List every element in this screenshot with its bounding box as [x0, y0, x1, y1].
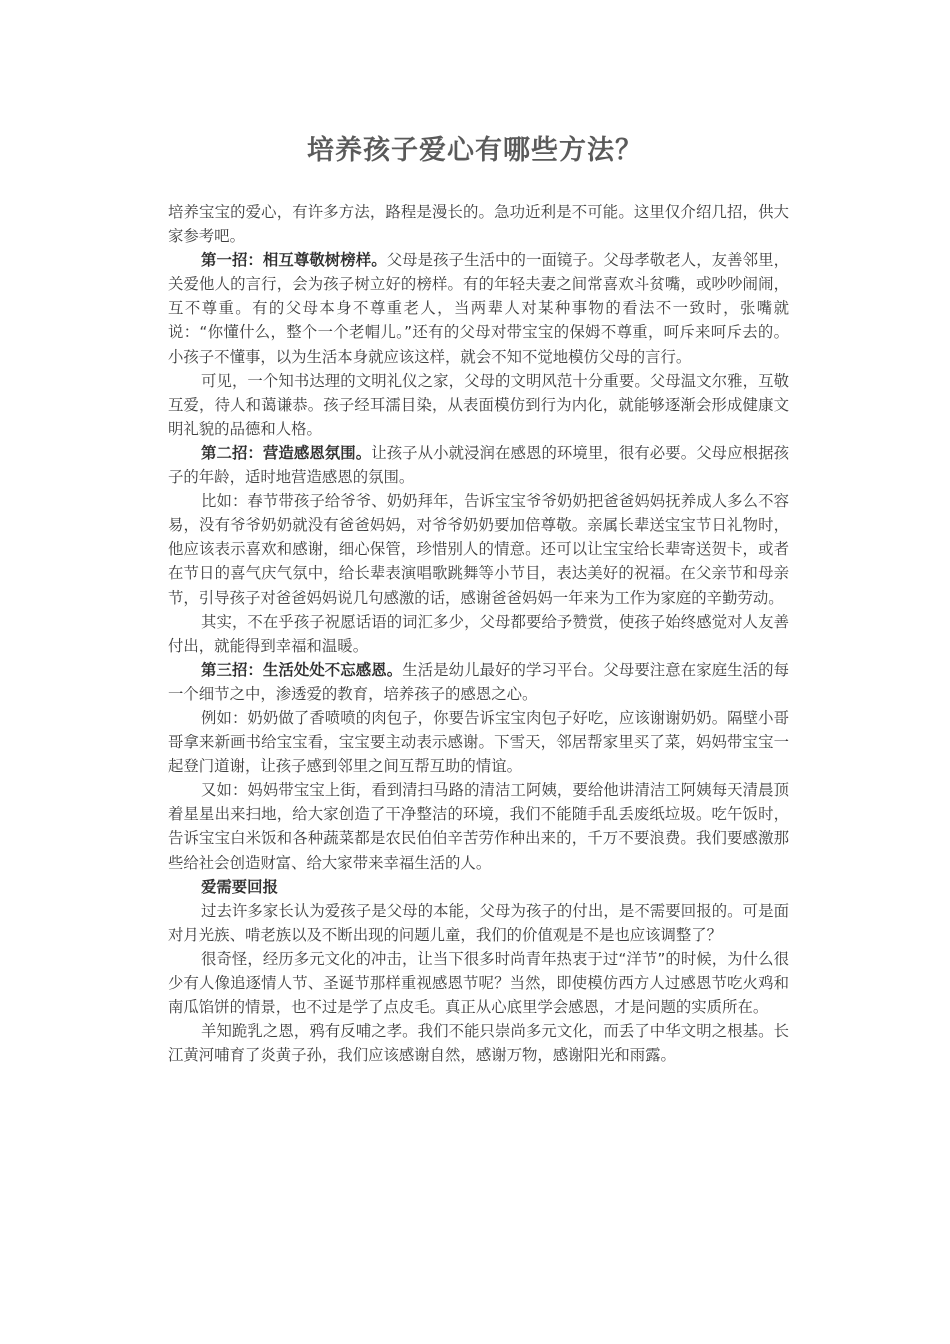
praise-paragraph: 其实，不在乎孩子祝愿话语的词汇多少，父母都要给予赞赏，使孩子始终感觉对人友善付出，就能得到幸福和温暖。: [168, 612, 789, 655]
tip3-heading: 第三招：生活处处不忘感恩。: [201, 660, 403, 679]
intro-paragraph: 培养宝宝的爱心，有许多方法，路程是漫长的。急功近利是不可能。这里仅介绍几招，供大家参考吧。: [168, 203, 789, 246]
example-cleaner-paragraph: 又如：妈妈带宝宝上街，看到清扫马路的清洁工阿姨，要给他讲清洁工阿姨每天清晨顶着星星出来扫地，给大家创造了干净整洁的环境，我们不能随手乱丢废纸垃圾。吃午饭时，告诉宝宝白米饭和各种蔬菜都是农民伯伯辛苦劳作种出来的，千万不要浪费。我们要感激那些给社会创造财富、给大家带来幸福生活的人。: [168, 781, 789, 872]
tip3-paragraph: [168, 658, 789, 706]
tip1-text: 父母是孩子生活中的一面镜子。父母孝敬老人，友善邻里，关爱他人的言行，会为孩子树立好的榜样。有的年轻夫妻之间常喜欢斗贫嘴，或吵吵闹闹，互不尊重。有的父母本身不尊重老人，当两辈人对某种事物的看法不一致时，张嘴就说：“你懂什么，整个一个老帽儿。”还有的父母对带宝宝的保姆不尊重，呵斥来呵斥去的。小孩子不懂事，以为生活本身就应该这样，就会不知不觉地模仿父母的言行。: [168, 251, 789, 366]
tip1-heading: 第一招：相互尊敬树榜样。: [201, 251, 387, 270]
tip2-heading: 第二招：营造感恩氛围。: [201, 443, 372, 462]
section-heading: 爱需要回报: [201, 877, 278, 896]
return-paragraph: 过去许多家长认为爱孩子是父母的本能，父母为孩子的付出，是不需要回报的。可是面对月光族、啃老族以及不断出现的问题儿童，我们的价值观是不是也应该调整了？: [168, 901, 789, 944]
example-neighbors-paragraph: 例如：奶奶做了香喷喷的肉包子，你要告诉宝宝肉包子好吃，应该谢谢奶奶。隔壁小哥哥拿来新画书给宝宝看，宝宝要主动表示感谢。下雪天，邻居帮家里买了菜，妈妈带宝宝一起登门道谢，让孩子感到邻里之间互帮互助的情谊。: [168, 708, 789, 776]
document-title: 培养孩子爱心有哪些方法？: [307, 135, 643, 166]
tip3-text: 生活是幼儿最好的学习平台。父母要注意在家庭生活的每一个细节之中，渗透爱的教育，培养孩子的感恩之心。: [168, 660, 789, 703]
closing-paragraph: 羊知跪乳之恩，鸦有反哺之孝。我们不能只崇尚多元文化，而丢了中华文明之根基。长江黄河哺育了炎黄子孙，我们应该感谢自然，感谢万物，感谢阳光和雨露。: [168, 1022, 789, 1065]
tip2-paragraph: [168, 441, 789, 489]
tip1-paragraph: [168, 248, 789, 368]
festival-paragraph: 很奇怪，经历多元文化的冲击，让当下很多时尚青年热衷于过“洋节”的时候，为什么很少有人像追逐情人节、圣诞节那样重视感恩节呢？当然，即使模仿西方人过感恩节吃火鸡和南瓜馅饼的情景，也不过是学了点皮毛。真正从心底里学会感恩，才是问题的实质所在。: [168, 949, 789, 1017]
example-festival-paragraph: 比如：春节带孩子给爷爷、奶奶拜年，告诉宝宝爷爷奶奶把爸爸妈妈抚养成人多么不容易，没有爷爷奶奶就没有爸爸妈妈，对爷爷奶奶要加倍尊敬。亲属长辈送宝宝节日礼物时，他应该表示喜欢和感谢，细心保管，珍惜别人的情意。还可以让宝宝给长辈寄送贺卡，或者在节日的喜气庆气氛中，给长辈表演唱歌跳舞等小节目，表达美好的祝福。在父亲节和母亲节，引导孩子对爸爸妈妈说几句感激的话，感谢爸爸妈妈一年来为工作为家庭的辛勤劳动。: [168, 492, 789, 607]
document-body: [168, 200, 789, 1067]
etiquette-paragraph: 可见，一个知书达理的文明礼仪之家，父母的文明风范十分重要。父母温文尔雅，互敬互爱，待人和蔼谦恭。孩子经耳濡目染，从表面模仿到行为内化，就能够逐渐会形成健康文明礼貌的品德和人格。: [168, 371, 789, 438]
tip2-text: 让孩子从小就浸润在感恩的环境里，很有必要。父母应根据孩子的年龄，适时地营造感恩的氛围。: [168, 443, 789, 487]
